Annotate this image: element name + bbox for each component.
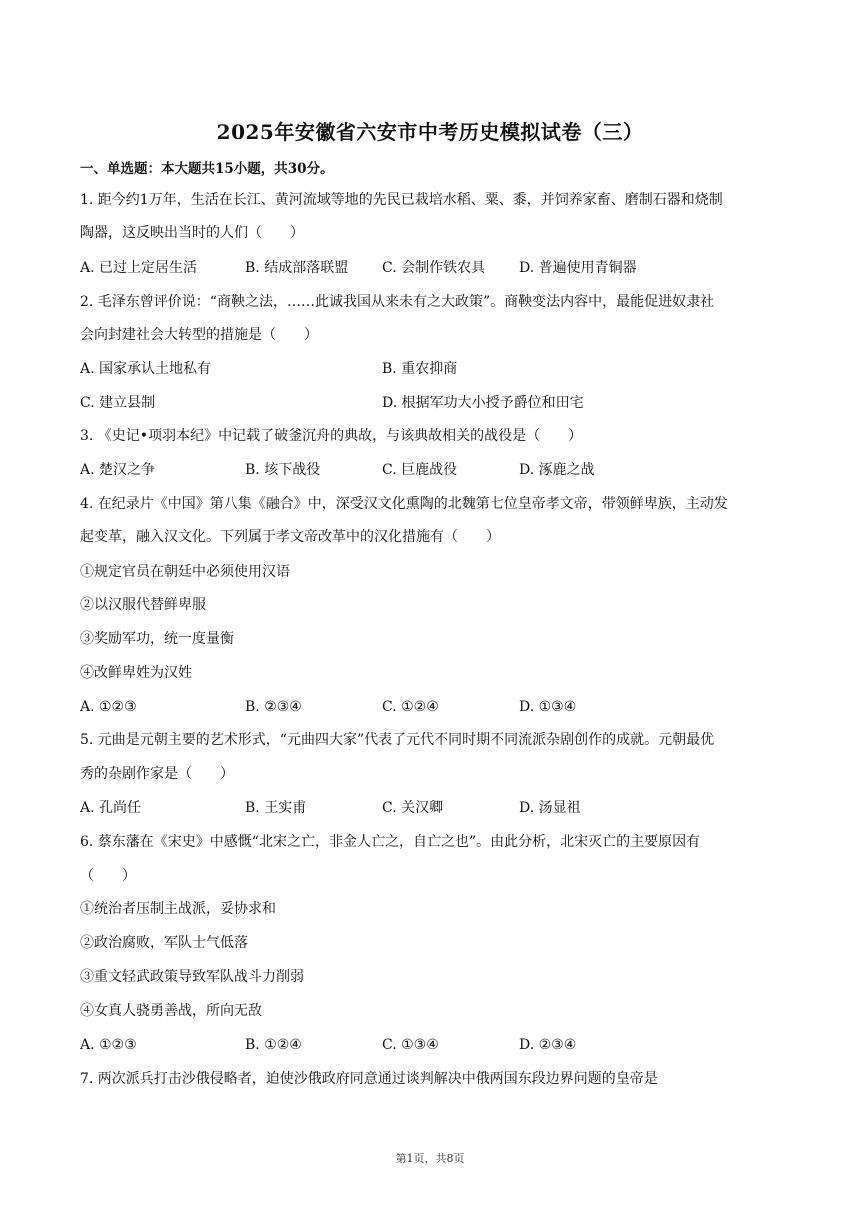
question-2-option-a: A. 国家承认土地私有 bbox=[80, 361, 212, 377]
question-3-option-a: A. 楚汉之争 bbox=[80, 462, 156, 478]
question-6-option-d: D. ②③④ bbox=[519, 1037, 577, 1053]
question-1-option-b: B. 结成部落联盟 bbox=[245, 260, 349, 276]
question-1-option-d: D. 普遍使用青铜器 bbox=[519, 260, 637, 276]
question-5-option-b: B. 王实甫 bbox=[245, 800, 307, 816]
question-2-option-c: C. 建立县制 bbox=[80, 395, 156, 411]
question-5-line-2: 秀的杂剧作家是（ ） bbox=[80, 766, 234, 782]
question-6-statement-1: ①统治者压制主战派，妥协求和 bbox=[80, 901, 276, 917]
question-5-line-1: 5. 元曲是元朝主要的艺术形式，“元曲四大家”代表了元代不同时期不同流派杂剧创作的成就。元朝最优 bbox=[80, 732, 715, 748]
question-4-statement-3: ③奖励军功，统一度量衡 bbox=[80, 631, 234, 647]
question-4-option-d: D. ①③④ bbox=[519, 699, 577, 715]
question-4-line-1: 4. 在纪录片《中国》第八集《融合》中，深受汉文化熏陶的北魏第七位皇帝孝文帝，带领鲜卑族，主动发 bbox=[80, 496, 728, 512]
question-2-line-2: 会向封建社会大转型的措施是（ ） bbox=[80, 327, 318, 343]
question-3-line-1: 3. 《史记•项羽本纪》中记载了破釜沉舟的典故，与该典故相关的战役是（ ） bbox=[80, 428, 583, 444]
question-4-option-b: B. ②③④ bbox=[245, 699, 302, 715]
question-3-option-d: D. 涿鹿之战 bbox=[519, 462, 595, 478]
question-6-option-b: B. ①②④ bbox=[245, 1037, 302, 1053]
question-6-statement-4: ④女真人骁勇善战，所向无敌 bbox=[80, 1003, 262, 1019]
question-6-option-c: C. ①③④ bbox=[382, 1037, 439, 1053]
question-3-option-c: C. 巨鹿战役 bbox=[382, 462, 458, 478]
question-6-option-a: A. ①②③ bbox=[80, 1037, 137, 1053]
question-7-line-1: 7. 两次派兵打击沙俄侵略者，迫使沙俄政府同意通过谈判解决中俄两国东段边界问题的皇帝是 bbox=[80, 1071, 658, 1087]
question-2-option-d: D. 根据军功大小授予爵位和田宅 bbox=[382, 395, 584, 411]
question-6-statement-3: ③重文轻武政策导致军队战斗力削弱 bbox=[80, 969, 304, 985]
question-2-option-b: B. 重农抑商 bbox=[382, 361, 458, 377]
question-6-line-1: 6. 蔡东藩在《宋史》中感慨“北宋之亡，非金人亡之，自亡之也”。由此分析，北宋灭亡的主要原因有 bbox=[80, 834, 701, 850]
question-4-statement-4: ④改鲜卑姓为汉姓 bbox=[80, 665, 192, 681]
question-4-option-c: C. ①②④ bbox=[382, 699, 439, 715]
page-number-footer: 第1页，共8页 bbox=[395, 1152, 465, 1165]
question-3-option-b: B. 垓下战役 bbox=[245, 462, 321, 478]
question-4-statement-1: ①规定官员在朝廷中必须使用汉语 bbox=[80, 564, 290, 580]
question-4-line-2: 起变革，融入汉文化。下列属于孝文帝改革中的汉化措施有（ ） bbox=[80, 529, 500, 545]
question-6-line-2: （ ） bbox=[80, 868, 136, 884]
question-5-option-c: C. 关汉卿 bbox=[382, 800, 444, 816]
question-6-statement-2: ②政治腐败，军队士气低落 bbox=[80, 935, 248, 951]
section-heading: 一、单选题：本大题共15小题，共30分。 bbox=[80, 161, 334, 177]
question-5-option-a: A. 孔尚任 bbox=[80, 800, 142, 816]
question-1-option-a: A. 已过上定居生活 bbox=[80, 260, 198, 276]
question-4-option-a: A. ①②③ bbox=[80, 699, 137, 715]
question-1-line-2: 陶器，这反映出当时的人们（ ） bbox=[80, 225, 304, 241]
question-4-statement-2: ②以汉服代替鲜卑服 bbox=[80, 597, 206, 613]
question-2-line-1: 2. 毛泽东曾评价说：“商鞅之法，……此诚我国从来未有之大政策”。商鞅变法内容中，最能促进奴隶社 bbox=[80, 294, 715, 310]
question-1-option-c: C. 会制作铁农具 bbox=[382, 260, 486, 276]
question-1-line-1: 1. 距今约1万年，生活在长江、黄河流域等地的先民已栽培水稻、粟、黍，并饲养家畜、磨制石器和烧制 bbox=[80, 192, 723, 208]
question-5-option-d: D. 汤显祖 bbox=[519, 800, 581, 816]
page-title: 2025年安徽省六安市中考历史模拟试卷（三） bbox=[216, 120, 644, 144]
